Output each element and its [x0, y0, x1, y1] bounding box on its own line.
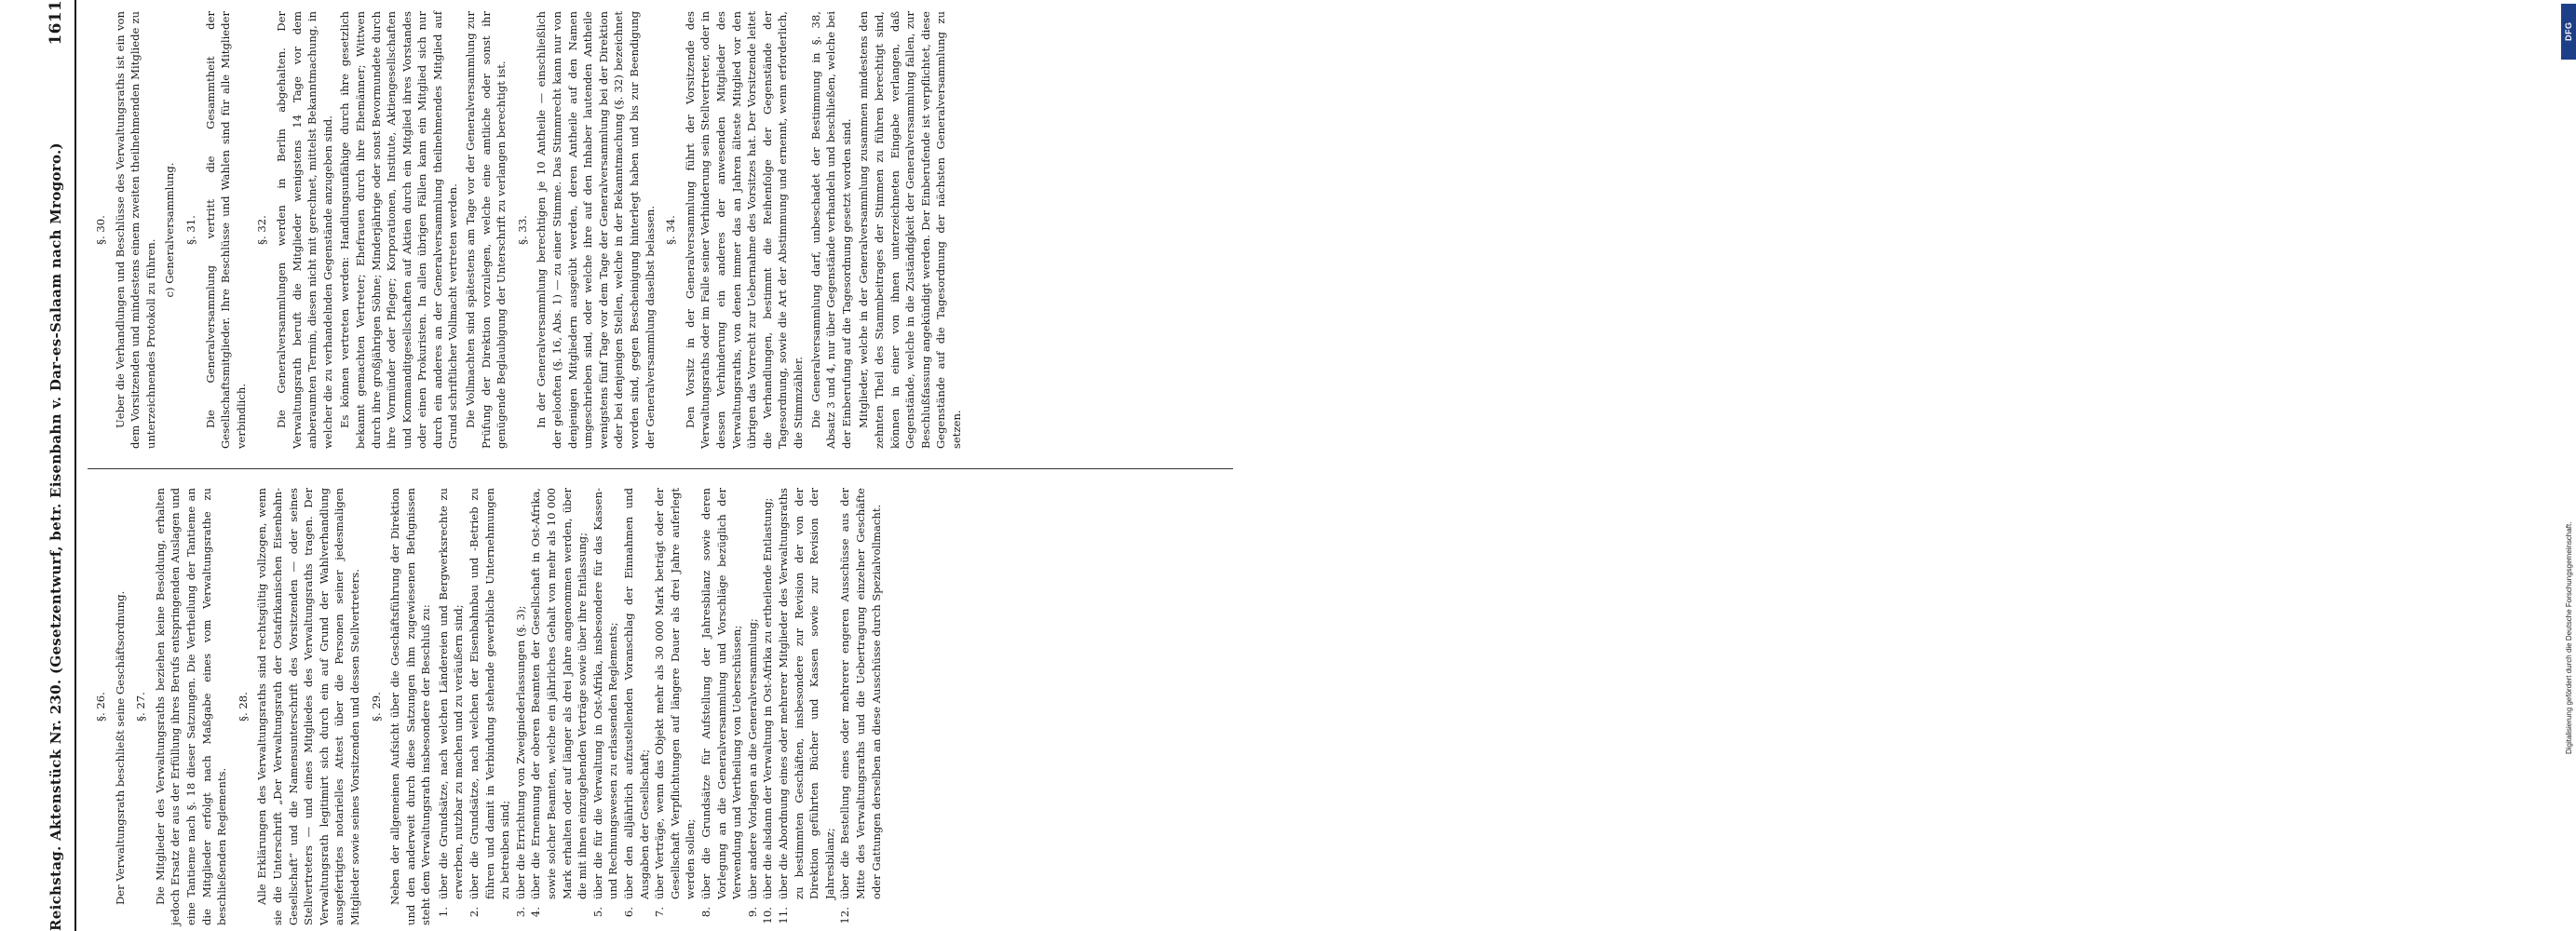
- list-item-number: 11.: [776, 907, 790, 924]
- list-item-text: über die alsdann der Verwaltung in Ost-Afrika zu ertheilende Entlastung;: [761, 497, 775, 899]
- list-item: [837, 488, 884, 925]
- section-heading: §. 31.: [183, 215, 197, 245]
- list-item: [590, 488, 621, 925]
- scanned-page: [47, 0, 1257, 931]
- list-item-number: 3.: [513, 907, 527, 918]
- list-item: [698, 488, 745, 925]
- list-item-number: 8.: [698, 907, 712, 918]
- list-item: [745, 488, 761, 925]
- section-heading: §. 32.: [255, 215, 269, 245]
- section-heading: §. 34.: [664, 215, 678, 245]
- list-item-text: über die Grundsätze für Aufstellung der Jahresbilanz sowie deren Vorlegung an die Generalversammlung und Vorschläge bezüglich der Verwendung und Vertheilung von Ueberschüssen;: [698, 488, 744, 899]
- paragraph: Alle Erklärungen des Verwaltungsraths sind rechtsgültig vollzogen, wenn sie die Unterschrift „Der Verwaltungsrath der Ostafrikanischen Eisenbahn-Gesellschaft“ und die Namensunterschrift des Vorsitzenden — oder seines Stellvertreters — und eines Mitgliedes des Verwaltungsraths tragen. Der Verwaltungsrath legitimirt sich durch ein auf Grund der Wahlverhandlung ausgefertigtes notarielles Attest über die Personen seiner jedesmaligen Mitglieder sowie seines Vorsitzenden und dessen Stellvertreters.: [255, 488, 361, 925]
- list-item-text: über Verträge, wenn das Objekt mehr als 30 000 Mark beträgt oder der Gesellschaft Verpflichtungen auf längere Dauer als drei Jahre auferlegt werden sollen;: [653, 488, 698, 899]
- dfg-logo: DFG: [2561, 4, 2576, 60]
- paragraph: Den Vorsitz in der Generalversammlung führt der Vorsitzende des Verwaltungsraths oder im Falle seiner Verhinderung sein Stellvertreter, oder in dessen Verhinderung ein anderes der anwesenden Mitglieder des Verwaltungsraths, von denen immer das an Jahren älteste Mitglied vor den übrigen das Vorrecht zur Uebernahme des Vorsitzes hat. Der Vorsitzende leitet die Verhandlungen, bestimmt die Reihenfolge der Gegenstände der Tagesordnung, sowie die Art der Abstimmung und ernennt, wenn erforderlich, die Stimmzähler.: [683, 11, 805, 449]
- column-divider: [88, 468, 1233, 469]
- list-item-number: 10.: [761, 907, 775, 924]
- section-heading: §. 28.: [236, 692, 250, 722]
- paragraph: Die Generalversammlung darf, unbeschadet der Bestimmung in §. 38, Absatz 3 und 4, nur über Gegenstände verhandeln und beschließen, welche bei der Einberufung auf die Tagesordnung gesetzt worden sind.: [808, 11, 853, 449]
- list-item: [760, 488, 776, 925]
- paragraph: In der Generalversammlung berechtigen je 10 Antheile — einschließlich der gelooften (§. 16, Abs. 1) — zu einer Stimme. Das Stimmrecht kann nur von denjenigen Mitgliedern ausgeübt werden, deren Antheile auf den Namen umgeschrieben sind, oder welche ihre auf den Inhaber lautenden Antheile wenigstens fünf Tage vor dem Tage der Generalversammlung bei der Direktion oder bei denjenigen Stellen, welche in der Bekanntmachung (§. 32) bezeichnet worden sind, gegen Bescheinigung hinterlegt haben und bis zur Beendigung der Generalversammlung daselbst belassen.: [535, 11, 657, 449]
- paragraph: Es können vertreten werden: Handlungsunfähige durch ihre gesetzlich bekannt gemachten Vertreter; Ehefrauen durch ihre Ehemänner; Wittwen durch ihre großjährigen Söhne; Minderjährige oder sonst Bevormundete durch ihre Vormünder oder Pfleger; Korporationen, Institute, Aktiengesellschaften und Kommanditgesellschaften auf Aktien durch ein Mitglied ihres Vorstandes oder einen Prokuristen. In allen übrigen Fällen kann ein Mitglied sich nur durch ein anderes an der Generalversammlung theilnehmendes Mitglied auf Grund schriftlicher Vollmacht vertreten werden.: [338, 11, 460, 449]
- list-item-text: über die Bestellung eines oder mehrerer engeren Ausschüsse aus der Mitte des Verwaltungsraths und die Uebertragung einzelner Geschäfte oder Gattungen derselben an diese Ausschüsse durch Spezialvollmacht.: [838, 488, 883, 899]
- running-header: [47, 0, 76, 931]
- paragraph: Neben der allgemeinen Aufsicht über die Geschäftsführung der Direktion und den anderweit durch diese Satzungen ihm zugewiesenen Befugnissen steht dem Verwaltungsrath insbesondere der Beschluß zu:: [388, 488, 433, 925]
- section-heading: §. 30.: [94, 215, 107, 245]
- dfg-margin-strip: [1278, 0, 2573, 931]
- section-heading: §. 26.: [94, 692, 107, 722]
- right-column: [88, 11, 1242, 449]
- numbered-list: [436, 488, 884, 925]
- list-item-number: 7.: [653, 907, 667, 918]
- funding-note: Digitalisierung gefördert durch die Deutsche Forschungsgemeinschaft.: [2565, 521, 2573, 754]
- paragraph: Der Verwaltungsrath beschließt seine Geschäftsordnung.: [113, 590, 127, 905]
- list-item: [528, 488, 590, 925]
- list-item-number: 4.: [529, 907, 543, 918]
- list-item: [652, 488, 698, 925]
- list-item-text: über die Ernennung der oberen Beamten der Gesellschaft in Ost-Afrika, sowie solcher Beamten, welche ein jährliches Gehalt von mehr als 10 000 Mark erhalten oder auf länger als drei Jahre angenommen werden, über die mit ihnen einzugehenden Verträge sowie über ihre Entlassung;: [529, 488, 590, 899]
- section-heading: §. 27.: [134, 692, 148, 722]
- paragraph: Mitglieder, welche in der Generalversammlung zusammen mindestens den zehnten Theil des Stammbeitrages der Stimmen zu führen berechtigt sind, können in einer von ihnen unterzeichneten Eingabe verlangen, daß Gegenstände, welche in die Zuständigkeit der Generalversammlung fallen, zur Beschlußfassung angekündigt werden. Der Einberufende ist verpflichtet, diese Gegenstände auf die Tagesordnung der nächsten Generalversammlung zu setzen.: [857, 11, 963, 449]
- list-item-text: über die Grundsätze, nach welchen Ländereien und Bergwerksrechte zu erwerben, nutzbar zu machen und zu veräußern sind;: [436, 488, 466, 899]
- list-item-number: 9.: [745, 907, 759, 918]
- list-item-text: über die Errichtung von Zweigniederlassungen (§. 3);: [513, 605, 527, 899]
- paragraph: Die Generalversammlungen werden in Berlin abgehalten. Der Verwaltungsrath beruft die Mitglieder wenigstens 14 Tage vor dem anberaumten Termin, diesen nicht mit gerechnet, mittelst Bekanntmachung, in welcher die zu verhandelnden Gegenstände anzugeben sind.: [274, 11, 334, 449]
- list-item-number: 1.: [436, 907, 450, 918]
- left-column: [88, 488, 1242, 925]
- list-item-number: 5.: [590, 907, 604, 918]
- list-item: [467, 488, 513, 925]
- subsection-heading: c) Generalversammlung.: [163, 162, 177, 298]
- list-item: [621, 488, 652, 925]
- section-heading: §. 29.: [369, 692, 383, 722]
- list-item-text: über die Abordnung eines oder mehrerer Mitglieder des Verwaltungsraths zu bestimmten Geschäften, insbesondere zur Revision der von der Direktion geführten Bücher und Kassen sowie zur Revision der Jahresbilanz;: [776, 488, 836, 899]
- list-item-text: über die Grundsätze, nach welchen der Eisenbahnbau und -Betrieb zu führen und damit in Verbindung stehende gewerbliche Unternehmungen zu betreiben sind;: [468, 488, 512, 899]
- list-item: [436, 488, 467, 925]
- list-item-number: 12.: [838, 907, 852, 924]
- list-item-text: über den alljährlich aufzustellenden Voranschlag der Einnahmen und Ausgaben der Gesellschaft;: [622, 488, 651, 899]
- list-item-text: über die für die Verwaltung in Ost-Afrika, insbesondere für das Kassen- und Rechnungswesen zu erlassenden Reglements;: [590, 488, 620, 899]
- header-title: Reichstag. Aktenstück Nr. 230. (Gesetzentwurf, betr. Eisenbahn v. Dar-es-Salaam nach Mrogoro.): [47, 142, 64, 931]
- list-item: [776, 488, 837, 925]
- paragraph: Ueber die Verhandlungen und Beschlüsse des Verwaltungsraths ist ein von dem Vorsitzenden und mindestens einem zweiten theilnehmenden Mitgliede zu unterzeichnendes Protokoll zu führen.: [113, 11, 157, 449]
- paragraph: Die Generalversammlung vertritt die Gesammtheit der Gesellschaftsmitglieder. Ihre Beschlüsse und Wahlen sind für alle Mitglieder verbindlich.: [203, 11, 248, 449]
- paragraph: Die Vollmachten sind spätestens am Tage vor der Generalversammlung zur Prüfung der Direktion vorzulegen, welche eine amtliche oder sonst ihr genügende Beglaubigung der Unterschrift zu verlangen berechtigt ist.: [464, 11, 508, 449]
- list-item-number: 6.: [622, 907, 635, 918]
- list-item-text: über andere Vorlagen an die Generalversammlung;: [745, 618, 759, 899]
- paragraph: Die Mitglieder des Verwaltungsraths beziehen keine Besoldung, erhalten jedoch Ersatz der aus der Erfüllung ihres Berufs entspringenden Auslagen und eine Tantieme nach §. 18 dieser Satzungen. Die Vertheilung der Tantieme an die Mitglieder erfolgt nach Maßgabe eines vom Verwaltungsrathe zu beschließenden Reglements.: [153, 488, 229, 925]
- list-item-number: 2.: [468, 907, 481, 918]
- list-item: [513, 488, 529, 925]
- section-heading: §. 33.: [515, 215, 529, 245]
- page-number: 1611: [47, 0, 65, 46]
